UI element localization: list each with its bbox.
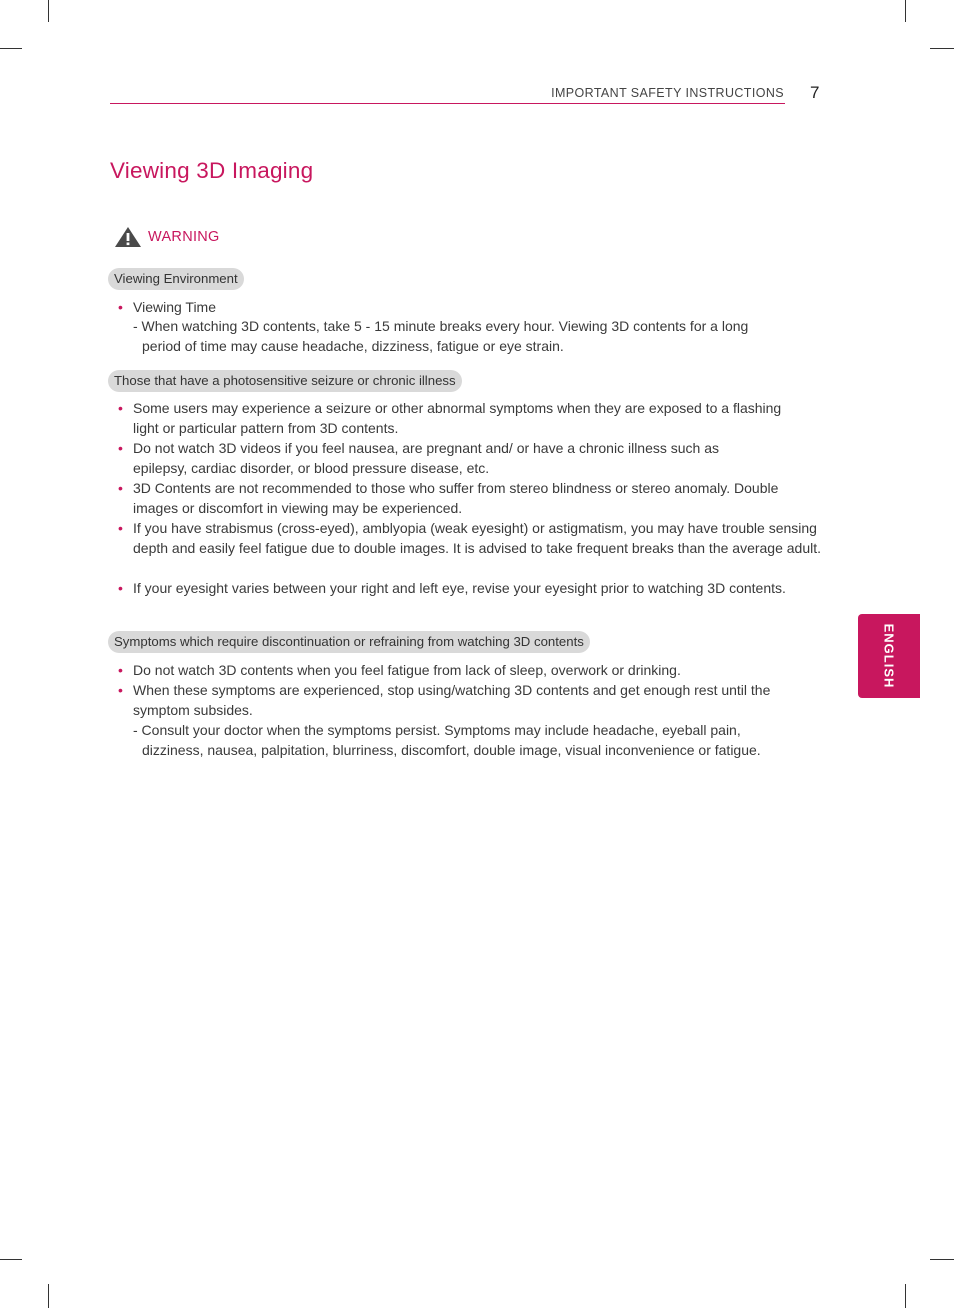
section-heading: Viewing Environment (108, 268, 244, 290)
crop-mark (0, 1259, 22, 1260)
bullet-dot: • (118, 440, 123, 456)
warning-triangle-icon (114, 226, 142, 248)
bullet-dot: • (118, 520, 123, 536)
bullet-dot: • (118, 400, 123, 416)
bullet-dot: • (118, 682, 123, 698)
bullet-text: When these symptoms are experienced, stop using/watching 3D contents and get enough rest until the symptom subsides. (133, 682, 771, 718)
header-rule (110, 103, 785, 104)
warning-label: WARNING (148, 229, 220, 245)
language-tab (858, 614, 920, 698)
sub-item-line: - When watching 3D contents, take 5 - 15 minute breaks every hour. Viewing 3D contents for a long (133, 318, 749, 334)
sub-item-line: period of time may cause headache, dizziness, fatigue or eye strain. (142, 338, 564, 354)
crop-mark (905, 0, 906, 22)
sub-item (133, 720, 823, 760)
crop-mark (48, 0, 49, 22)
crop-mark (48, 1284, 49, 1308)
sub-item-line: dizziness, nausea, palpitation, blurriness, discomfort, double image, visual inconvenience or fatigue. (142, 742, 761, 758)
bullet-dot: • (118, 480, 123, 496)
bullet-text: Do not watch 3D videos if you feel nausea, are pregnant and/ or have a chronic illness such as epilepsy, cardiac disorder, or blood pressure disease, etc. (133, 440, 720, 476)
bullet-text: Some users may experience a seizure or other abnormal symptoms when they are exposed to a flashing light or particular pattern from 3D contents. (133, 400, 782, 436)
sub-item-line: - Consult your doctor when the symptoms persist. Symptoms may include headache, eyeball pain, (133, 722, 741, 738)
language-tab-label: ENGLISH (881, 623, 897, 689)
section-heading: Those that have a photosensitive seizure or chronic illness (108, 370, 462, 392)
bullet-text: Viewing Time (133, 299, 217, 315)
bullet-dot: • (118, 299, 123, 315)
crop-mark (905, 1284, 906, 1308)
crop-mark (930, 48, 954, 49)
section-heading: Symptoms which require discontinuation or refraining from watching 3D contents (108, 631, 590, 653)
warning-banner (114, 226, 220, 248)
running-header: IMPORTANT SAFETY INSTRUCTIONS (551, 86, 784, 100)
crop-mark (930, 1259, 954, 1260)
page-title: Viewing 3D Imaging (110, 158, 314, 183)
bullet-dot: • (118, 662, 123, 678)
bullet-dot: • (118, 580, 123, 596)
page-number: 7 (810, 83, 820, 102)
bullet-text: 3D Contents are not recommended to those who suffer from stereo blindness or stereo anomaly. Double images or discomfort in viewing may be experienced. (133, 480, 779, 516)
crop-mark (0, 48, 22, 49)
sub-item (133, 316, 813, 356)
bullet-text: If you have strabismus (cross-eyed), amblyopia (weak eyesight) or astigmatism, you may have trouble sensing depth and easily feel fatigue due to double images. It is advised to take frequent breaks than the average adult. (133, 520, 822, 556)
bullet-text: If your eyesight varies between your right and left eye, revise your eyesight prior to watching 3D contents. (133, 580, 786, 596)
bullet-text: Do not watch 3D contents when you feel fatigue from lack of sleep, overwork or drinking. (133, 662, 681, 678)
